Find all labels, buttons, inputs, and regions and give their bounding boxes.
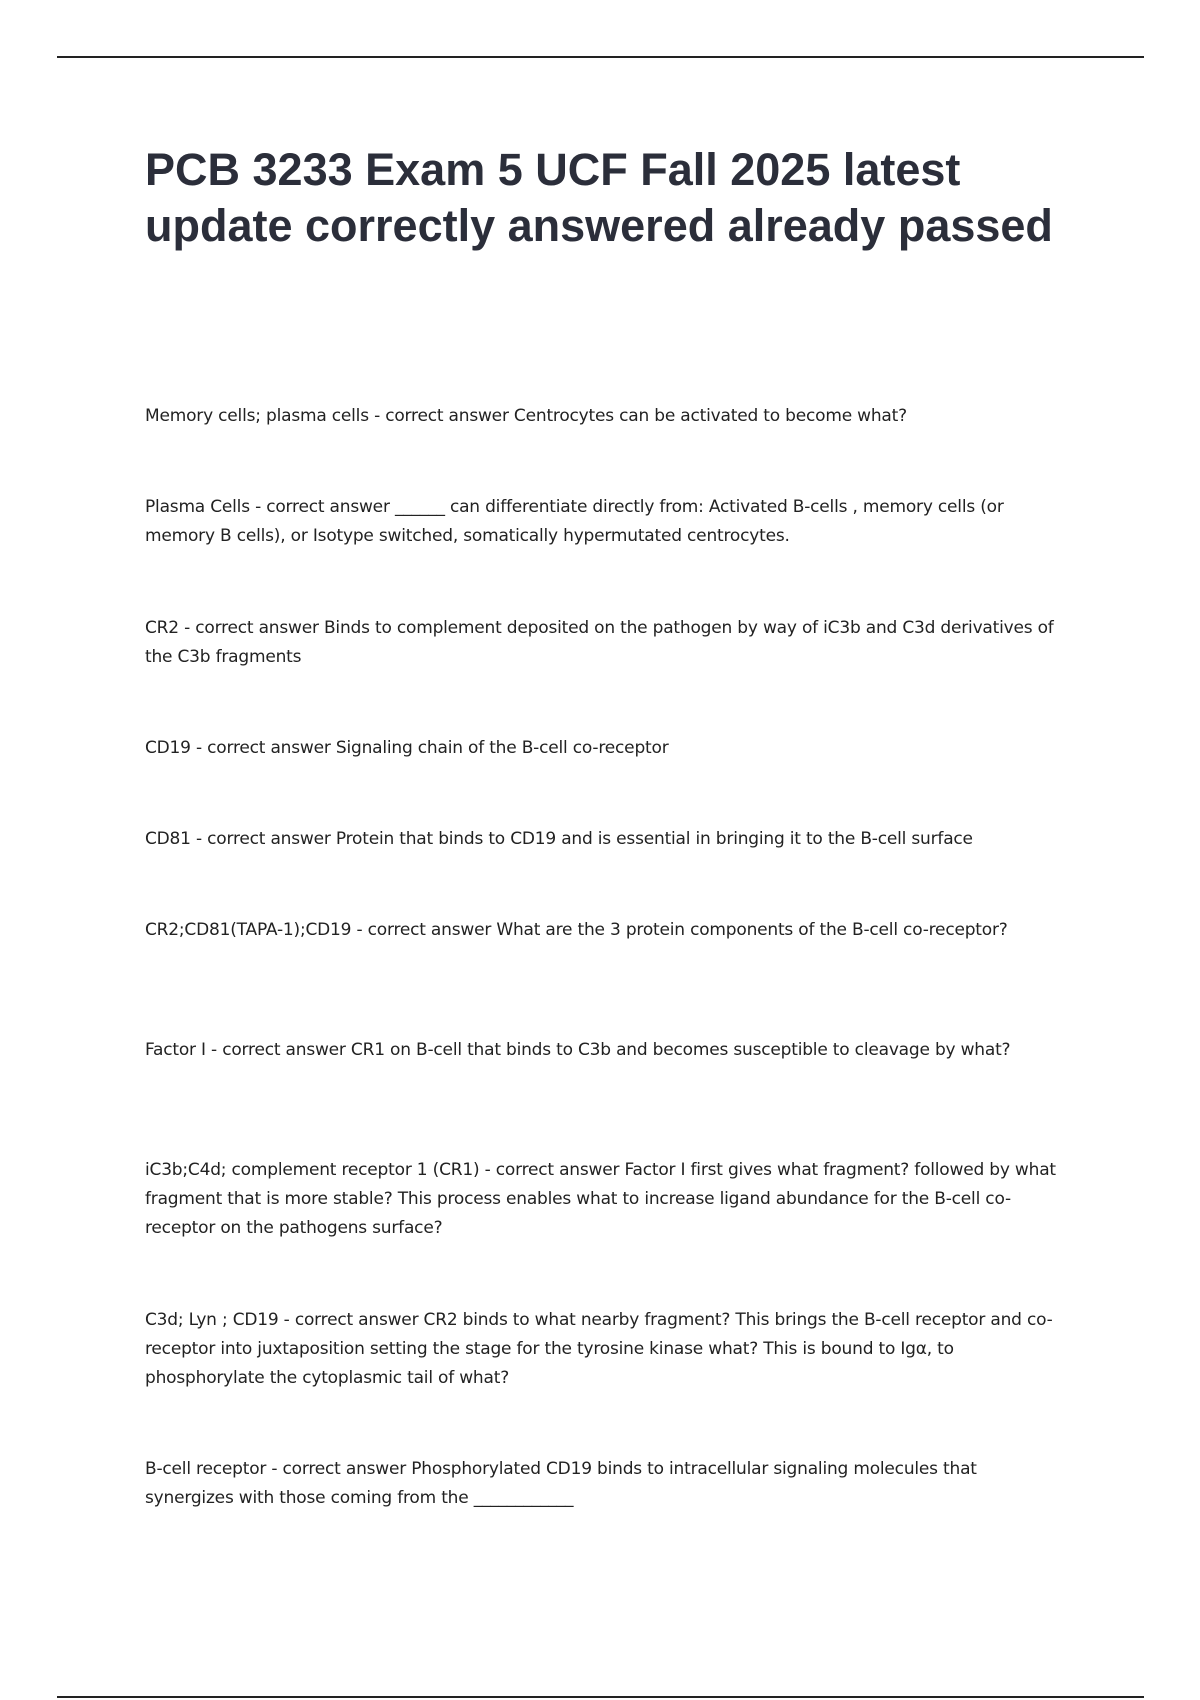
qa-entry-7: Factor I - correct answer CR1 on B-cell that binds to C3b and becomes susceptible to cleavage by what? — [145, 1040, 1011, 1060]
qa-entry-10: B-cell receptor - correct answer Phosphorylated CD19 binds to intracellular signaling molecules that synergizes with those coming from the ____________ — [145, 1459, 977, 1508]
document-title: PCB 3233 Exam 5 UCF Fall 2025 latest update correctly answered already passed — [145, 144, 1053, 251]
top-divider — [57, 56, 1144, 58]
qa-entry-5: CD81 - correct answer Protein that binds to CD19 and is essential in bringing it to the B-cell surface — [145, 829, 973, 849]
qa-entry-3: CR2 - correct answer Binds to complement deposited on the pathogen by way of iC3b and C3d derivatives of the C3b fragments — [145, 618, 1054, 667]
qa-entry-1: Memory cells; plasma cells - correct answer Centrocytes can be activated to become what? — [145, 406, 907, 426]
qa-entry-9: C3d; Lyn ; CD19 - correct answer CR2 binds to what nearby fragment? This brings the B-cell receptor and co-receptor into juxtaposition setting the stage for the tyrosine kinase what? This is bound to Igα, to phosphorylate the cytoplasmic tail of what? — [145, 1310, 1053, 1388]
qa-entry-4: CD19 - correct answer Signaling chain of the B-cell co-receptor — [145, 738, 669, 758]
bottom-divider — [57, 1696, 1144, 1698]
qa-entry-8: iC3b;C4d; complement receptor 1 (CR1) - correct answer Factor I first gives what fragment? followed by what fragment that is more stable? This process enables what to increase ligand abundance for the B-cell co-receptor on the pathogens surface? — [145, 1160, 1056, 1238]
qa-entry-2: Plasma Cells - correct answer ______ can differentiate directly from: Activated B-cells , memory cells (or memory B cells), or Isotype switched, somatically hypermutated centrocytes. — [145, 497, 1004, 546]
qa-entry-6: CR2;CD81(TAPA-1);CD19 - correct answer What are the 3 protein components of the B-cell co-receptor? — [145, 920, 1008, 940]
